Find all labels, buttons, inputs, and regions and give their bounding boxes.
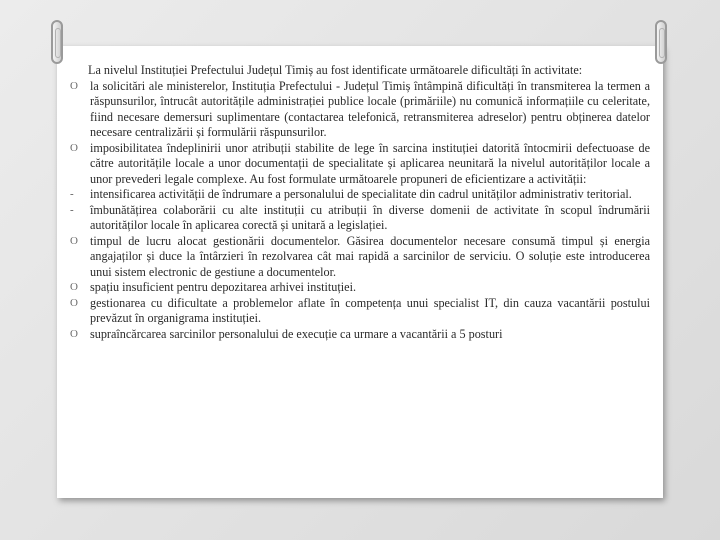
list-item	[70, 234, 650, 281]
list-item-text: îmbunătățirea colaborării cu alte instituții cu atribuții în diverse domenii de activitate în scopul îndrumării autorităților locale în aplicarea corectă și unitară a legislației.	[90, 202, 650, 232]
list-item-text: gestionarea cu dificultate a problemelor aflate în competența unui specialist IT, din cauza vacantării postului prevăzut în organigrama instituției.	[90, 295, 650, 325]
list-item-text: la solicitări ale ministerelor, Instituția Prefectului - Județul Timiș întâmpină dificultăți în transmiterea la termen a răspunsurilor, întrucât autoritățile administrației publice locale (primăriile) nu comunică informațiile cu celeritate, fiind necesare demersuri suplimentare (contactarea telefonică, retransmiterea adreselor) pentru obținerea datelor necesare centralizării și formulării răspunsurilor.	[90, 78, 650, 139]
list-item-text: supraîncărcarea sarcinilor personalului de execuție ca urmare a vacantării a 5 posturi	[90, 326, 503, 341]
list-item	[70, 141, 650, 188]
dash-marker: -	[70, 203, 74, 216]
bullet-marker: O	[70, 296, 78, 309]
list-item	[70, 79, 650, 141]
list-item-text: intensificarea activității de îndrumare a personalului de specialitate din cadrul unităților administrativ teritorial.	[90, 187, 632, 201]
list-item-text: timpul de lucru alocat gestionării documentelor. Găsirea documentelor necesare consumă timpul și energia angajaților și duce la întârzieri în rezolvarea cât mai rapidă a sarcinilor de serviciu. O soluție este introducerea unui sistem electronic de gestiune a documentelor.	[90, 233, 650, 279]
list-item	[70, 280, 650, 296]
list-item-text: imposibilitatea îndeplinirii unor atribuții stabilite de lege în sarcina instituției datorită întocmirii defectuoase de către autoritățile locale a unor documentații de specialitate și aplicarea neunitară la nivelul autorităților locale a unor prevederi legale complexe. Au fost formulate următoarele propuneri de eficientizare a activității:	[90, 140, 650, 186]
bullet-marker: O	[70, 234, 78, 247]
binder-clip-right-icon	[655, 20, 667, 64]
intro-paragraph: La nivelul Instituției Prefectului Județul Timiș au fost identificate următoarele dificultăți în activitate:	[88, 63, 583, 77]
bullet-marker: O	[70, 327, 78, 340]
dash-marker: -	[70, 188, 74, 200]
list-item	[70, 187, 650, 203]
list-item	[70, 296, 650, 327]
bullet-marker: O	[70, 141, 78, 154]
list-item	[70, 327, 650, 343]
list-item	[70, 203, 650, 234]
bullet-marker: O	[70, 79, 78, 92]
binder-clip-left-icon	[51, 20, 63, 64]
slide-content	[70, 63, 650, 342]
list-item-text: spațiu insuficient pentru depozitarea arhivei instituției.	[90, 280, 357, 294]
bullet-marker: O	[70, 281, 78, 293]
